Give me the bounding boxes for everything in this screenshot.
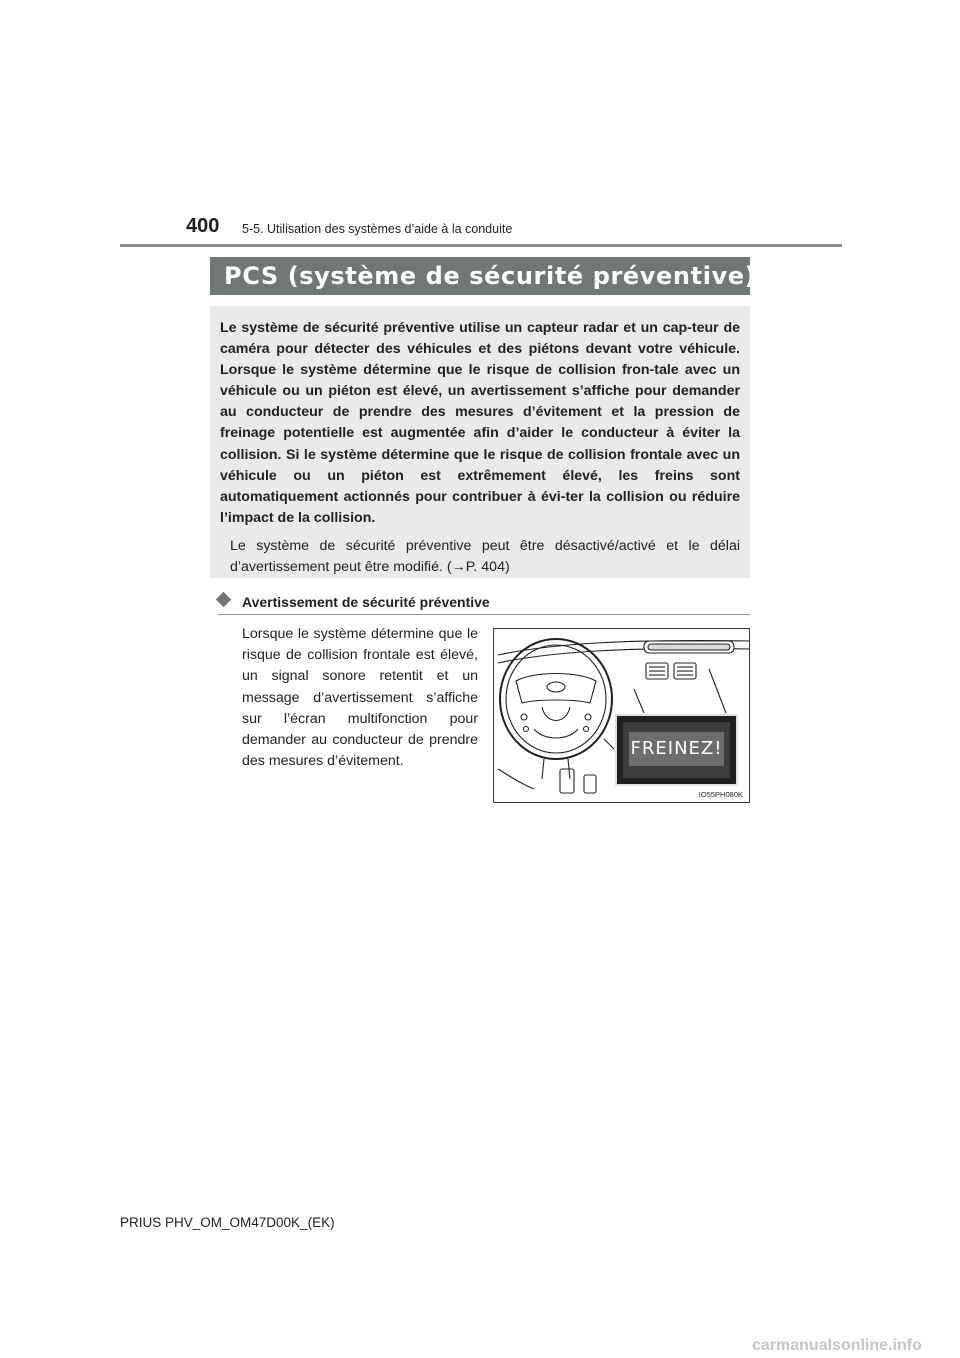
diamond-bullet-icon — [216, 592, 232, 608]
subsection-title: Avertissement de sécurité préventive — [242, 594, 490, 610]
intro-note: Le système de sécurité préventive peut être désactivé/activé et le délai d’avertissement peut être modifié. (→P. 404) — [230, 537, 740, 575]
footer-doc-id: PRIUS PHV_OM_OM47D00K_(EK) — [120, 1215, 335, 1230]
page-number: 400 — [186, 215, 220, 237]
intro-paragraph: Le système de sécurité préventive utilise un capteur radar et un cap-teur de caméra pour détecter des véhicules et des piétons devant votre véhicule. Lorsque le système détermine que le risque de collision fron-tale avec un véhicule ou un piéton est élevé, un avertissement s’affiche pour demander au conducteur de prendre des mesures d’évitement et la pression de freinage potentielle est augmentée afin d’aider le conducteur à éviter la collision. Si le système détermine que le risque de collision frontale avec un véhicule ou un piéton est extrêmement élevé, les freins sont automatiquement actionnés pour contribuer à évi-ter la collision ou réduire l’impact de la collision. — [220, 320, 740, 526]
intro-box — [210, 306, 750, 578]
brake-warning-message: FREINEZ! — [629, 732, 724, 766]
dashboard-illustration — [493, 628, 750, 803]
subsection-body: Lorsque le système détermine que le risque de collision frontale est élevé, un signal sonore retentit et un message d’avertissement s’affiche sur l’écran multifonction pour demander au conducteur de prendre des mesures d’évitement. — [242, 626, 478, 770]
section-breadcrumb: 5-5. Utilisation des systèmes d’aide à la conduite — [242, 222, 513, 236]
multi-information-display — [615, 714, 738, 786]
page-title: PCS (système de sécurité préventive) — [210, 257, 750, 295]
header-divider — [120, 244, 842, 247]
watermark: carmanualsonline.info — [752, 1337, 922, 1354]
display-screen — [623, 722, 730, 778]
figure-code: IO55PH080K — [698, 790, 743, 799]
subsection-heading — [218, 592, 750, 615]
